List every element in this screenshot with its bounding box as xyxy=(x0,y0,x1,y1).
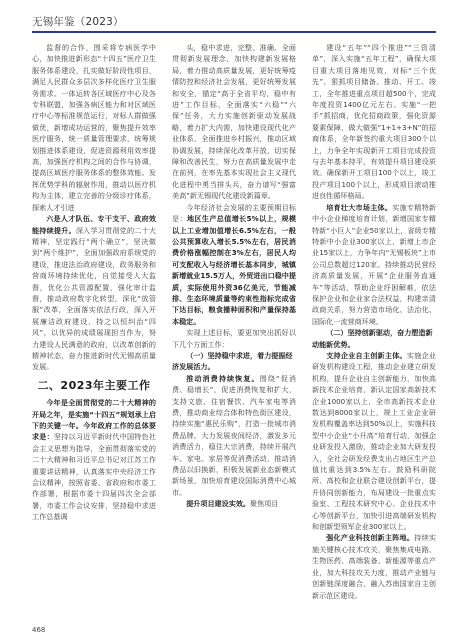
subsection-heading: （一）坚持稳中求进，着力提振经济发展活力。 xyxy=(172,350,293,372)
bold-targets: 地区生产总值增长5%以上，规模以上工业增加值增长6.5%左右，一般公共预算收入增长5.5%左右，居民消费价格涨幅控制在3%左右，居民人均可支配收入与经济增长基本同步，城镇新增就业15.5万人，外贸进出口稳中提质，实际使用外资36亿美元，节能减排、生态环境质量等约束性指标完成省下达目标，粮食播种面积和产量保持基本稳定。 xyxy=(172,214,297,326)
paragraph: 建设“五年”“四个推进”“三资清单”，深入实施“五年工程”，确保大项目重大项目落地见效，对标“三个优先”，狠抓项目储备、推动、开工、竣工，全年推进重点项目超500个，完成年度投资1400亿元左右。实施“一把手”抓招商，优化招商政策，强化资源要素保障，做大做强“1+1+3+N”的招商体系，全年新签约重大项目300个以上，力争全年实现新开工项目完成投资与去年基本持平，有效提升项目建设质效。确保新开工项目100个以上，竣工投产项目100个以上，形成项目滚动推进良性循环格局。 xyxy=(312,43,436,201)
column-3 xyxy=(312,42,436,601)
page-number: 468 xyxy=(32,626,46,634)
bold-lead: 今年是全面贯彻党的二十大精神的开局之年，是实施“十四五”规划承上启下的关键一年。今年政府工作的总体要求是： xyxy=(32,398,156,442)
bold-lead: 提升项目建设实效。 xyxy=(186,499,251,509)
paragraph: 头，稳中求进，完整、准确、全面贯彻新发展理念，加快构建新发展格局，着力推动高质量发展，更好统筹疫情防控和经济社会发展，更好统筹发展和安全，锚定“高于全省平均，稳中有进”工作目标，全面落实“六稳”“六保”任务，大力实施创新驱动发展战略，着力扩大内需，加快建设现代化产业体系，全面推进乡村振兴，推动区域协调发展，持续深化改革开放，切实保障和改善民生，努力在高质量发展中走在前列，在率先基本实现社会主义现代化进程中勇当排头兵，奋力谱写“强富美高”新无锡现代化建设新篇章。 xyxy=(172,43,296,201)
bold-lead: 培育壮大市场主体。 xyxy=(326,202,393,212)
paragraph xyxy=(32,213,156,373)
paragraph xyxy=(172,498,296,509)
paragraph xyxy=(172,373,296,498)
page-header xyxy=(0,0,468,34)
column-2 xyxy=(172,42,296,510)
paragraph xyxy=(312,532,436,600)
paragraph xyxy=(312,202,436,327)
paragraph-text: 实施企业研发机构建设工程，推动企业建立研发机构，提升企业自主创新能力，加快高新技术企业培育，新认定国家高新技术企业1000家以上，全市高新技术企业数达到8000家以上，规上工业企业研发机构覆盖率达到50%以上，实施科技型中小企业“小升高”培育行动，加强企业研发投入激励，推动企业加大研发投入，全社会研发经费支出占地区生产总值比重达到3.5%左右。鼓励科研院所、高校和企业联合建设创新平台，提升协同创新能力，布局建设一批重点实验室、工程技术研究中心、企业技术中心等创新平台，加快引进高端研发机构和创新型领军企业300家以上。 xyxy=(312,350,437,532)
bold-lead: 强化产业科技创新主阵地。 xyxy=(326,533,415,543)
paragraph-text: 坚持以习近平新时代中国特色社会主义思想为指导，全面贯彻落实党的二十大精神和习近平总书记对江苏工作重要讲话精神，认真落实中央经济工作会议精神，按照省委、省政府和市委工作部署，根据市委十四届四次全会部署，市委工作会议安排，坚持稳中求进工作总基调 xyxy=(32,432,157,522)
bold-lead: 推动消费持续恢复。 xyxy=(186,373,260,383)
header-rule xyxy=(32,31,436,33)
paragraph-text: 聚焦项目 xyxy=(250,499,279,509)
paragraph-text: 实施专精特新中小企业梯度培育计划，新增国家专精特新“小巨人”企业50家以上，省级专精特新中小企业300家以上，新增上市企业15家以上，力争年内“无锡板块”上市公司总数超过120家。持续推动民营经济高质量发展，开展“企业服务直通车”等活动，帮助企业纾困解难，依法保护企业和企业家合法权益，构建亲清政商关系，努力营造市场化、法治化、国际化一流营商环境。 xyxy=(312,202,437,326)
bold-lead: 支持企业自主创新主体。 xyxy=(326,350,407,360)
paragraph xyxy=(312,350,436,533)
paragraph: 监督的合作，围采将专病医学中心，加快推进新形态“十四五”医疗卫生服务体系建设，扎实做好阶段性项目，满足人民群众多层次多样化医疗卫生服务需求。一体运转各区域医疗中心及各专科联盟，加强各病区能力和对区域医疗中心等标准规范运行，对标人群做强做优，新增成功运营的，聚焦提升效率医疗服务，统一质量管理要求，统筹规划推进体系建设，促进资源利用效率提高，加强医疗机构之间的合作与协调，提高区域医疗服务体系的整体效能。发挥优势学科的辐射作用，推动以医疗机构为主体，建立完善的分级诊疗体系，探索人才引进 xyxy=(32,43,156,212)
paragraph-text: 围绕“促消费、稳增长”，促进消费恢复和扩大，支持文旅、住宿餐饮、汽车家电等消费，推动商业综合体和特色街区建设，持续实施“惠民乐购”，打造一批城市消费品牌，大力发展夜间经济，激发多元消费活力，稳住大宗消费，持续开展汽车、家电、家居等促消费活动，推动消费品以旧换新，积极发展新业态新模式新场景，加快培育建设国际消费中心城市。 xyxy=(172,373,297,497)
column-1 xyxy=(32,42,156,523)
paragraph xyxy=(172,202,296,327)
subsection-heading: （二）坚持创新驱动，奋力塑造新动能新优势。 xyxy=(312,328,433,349)
bold-lead: 六是人才队伍、专干支干、政府效能持续提升。 xyxy=(32,214,156,235)
section-heading: 二、2023年主要工作 xyxy=(37,378,151,392)
yearbook-title: 无锡年鉴（2023） xyxy=(32,16,124,28)
paragraph-text: 今年经济社会发展的主要预期目标是： xyxy=(172,202,296,224)
paragraph-text: 持续实施关键核心技术攻关，聚焦集成电路、生物医药、高端装备、新能源等重点产业，加大科技攻关力度，推动产业链与创新链深度融合，融入苏南国家自主创新示范区建设。 xyxy=(312,533,437,600)
paragraph-text: 深入学习贯彻党的二十大精神，坚定践行“两个确立”，坚决做到“两个维护”，全面加强政府系统党的建设，推进法治政府建设，政务服务和营商环境持续优化，自觉接受人大监督，优化公共资源配置，强化审计监督，推动政府数字化转型，深化“放管服”改革，全面落实依法行政，深入开展廉洁政府建设，持之以恒纠治“四风”，以优异的成绩展现担当作为，努力建设人民满意的政府，以改革创新的精神状态，奋力推进新时代无锡高质量发展。 xyxy=(32,225,157,372)
paragraph xyxy=(32,397,156,522)
paragraph: 实现上述目标，要更加突出抓好以下几个方面工作： xyxy=(172,328,296,349)
